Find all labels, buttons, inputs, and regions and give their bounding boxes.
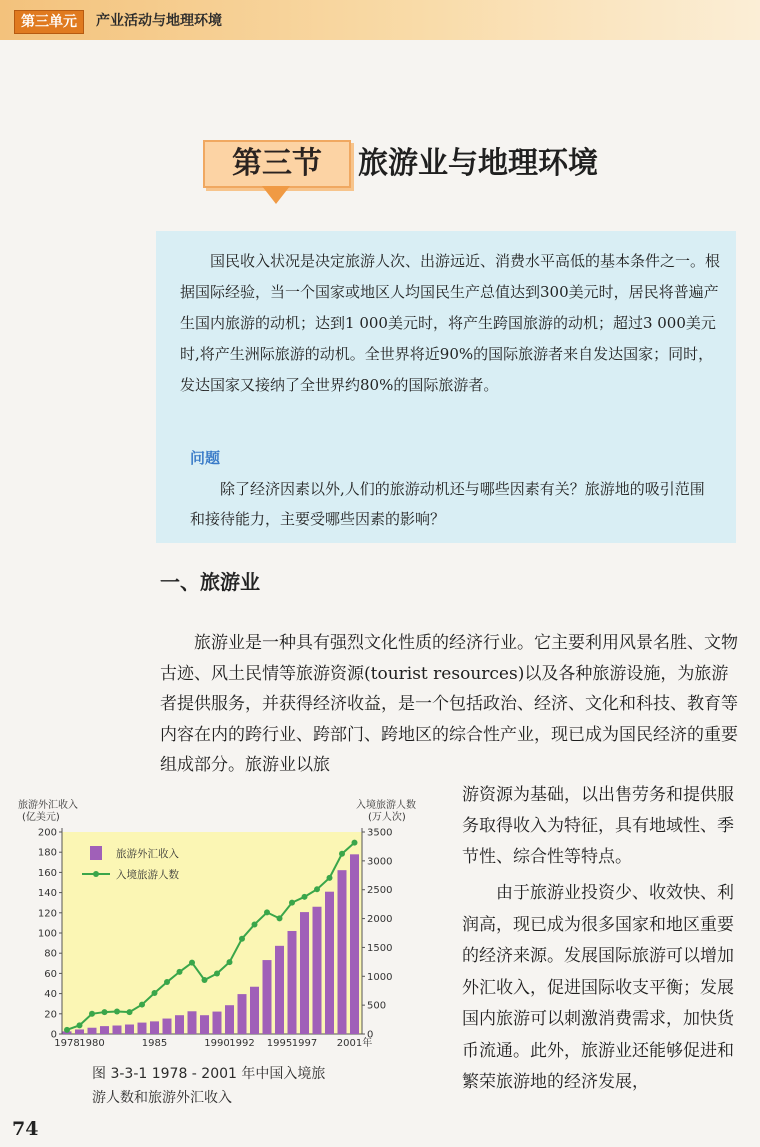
bar-tourism-income (263, 960, 272, 1034)
point-inbound-tourists (264, 909, 270, 915)
unit-title: 产业活动与地理环境 (96, 13, 222, 29)
left-tick-label: 160 (37, 867, 57, 879)
bar-tourism-income (138, 1023, 147, 1034)
left-axis-label: 旅游外汇收入 (18, 800, 78, 811)
section-number-box (203, 140, 351, 188)
page-number: 74 (12, 1118, 39, 1140)
left-axis-unit: (亿美元) (22, 812, 60, 823)
left-tick-label: 140 (37, 888, 57, 900)
bar-tourism-income (225, 1005, 234, 1034)
bar-tourism-income (300, 912, 309, 1034)
bar-tourism-income (238, 994, 247, 1034)
right-tick-label: 3000 (367, 856, 393, 868)
point-inbound-tourists (227, 959, 233, 965)
bar-tourism-income (313, 907, 322, 1034)
x-tick-label: 1995 (266, 1038, 293, 1049)
left-tick-label: 80 (44, 948, 57, 960)
question-label: 问题 (190, 449, 221, 467)
right-tick-label: 3500 (367, 827, 393, 839)
bar-tourism-income (200, 1015, 209, 1034)
left-tick-label: 120 (37, 908, 57, 920)
right-tick-label: 1000 (367, 971, 393, 983)
legend-label-tourists: 入境旅游人数 (116, 869, 179, 881)
heading-tourism: 一、旅游业 (160, 570, 260, 594)
figure-caption: 图 3-3-1 1978 - 2001 年中国入境旅游人数和旅游外汇收入 (92, 1066, 326, 1106)
bar-tourism-income (175, 1015, 184, 1034)
bar-tourism-income (75, 1029, 84, 1034)
x-tick-label: 1980 (79, 1038, 105, 1049)
paragraph-3: 由于旅游业投资少、收效快、利润高，现已成为很多国家和地区重要的经济来源。发展国际旅游可以增加外汇收入，促进国际收支平衡；发展国内旅游可以刺激消费需求，加快货币流通。此外，旅游业还能够促进和繁荣旅游地的经济发展， (462, 883, 734, 1092)
point-inbound-tourists (314, 886, 320, 892)
bar-tourism-income (325, 892, 334, 1034)
right-axis-unit: (万人次) (368, 812, 406, 823)
right-axis-label: 入境旅游人数 (356, 800, 416, 811)
point-inbound-tourists (102, 1009, 108, 1015)
x-tick-label: 1997 (291, 1038, 318, 1049)
left-tick-label: 40 (44, 989, 57, 1001)
point-inbound-tourists (214, 971, 220, 977)
bar-tourism-income (213, 1012, 222, 1034)
point-inbound-tourists (339, 851, 345, 857)
point-inbound-tourists (289, 900, 295, 906)
point-inbound-tourists (302, 894, 308, 900)
bar-tourism-income (275, 946, 284, 1034)
point-inbound-tourists (114, 1008, 120, 1014)
point-inbound-tourists (239, 936, 245, 942)
bar-tourism-income (88, 1028, 97, 1034)
left-tick-label: 0 (50, 1029, 57, 1041)
bar-tourism-income (113, 1026, 122, 1034)
legend-marker-tourists (93, 871, 99, 877)
bar-tourism-income (250, 987, 259, 1034)
point-inbound-tourists (89, 1011, 95, 1017)
x-tick-label: 1992 (229, 1038, 255, 1049)
paragraph-2: 游资源为基础，以出售劳务和提供服务取得收入为特征，具有地域性、季节性、综合性等特点。 (462, 785, 734, 867)
right-tick-label: 1500 (367, 942, 393, 954)
legend-label-income: 旅游外汇收入 (116, 848, 179, 860)
right-tick-label: 500 (367, 1000, 387, 1012)
right-tick-label: 0 (367, 1029, 374, 1041)
bar-tourism-income (338, 870, 347, 1034)
bar-tourism-income (288, 931, 297, 1034)
section-title: 旅游业与地理环境 (358, 146, 598, 181)
left-tick-label: 60 (44, 968, 57, 980)
section-arrow-icon (262, 186, 290, 204)
left-tick-label: 180 (37, 847, 57, 859)
point-inbound-tourists (189, 960, 195, 966)
point-inbound-tourists (177, 969, 183, 975)
left-tick-label: 20 (44, 1009, 57, 1021)
bar-tourism-income (350, 854, 359, 1034)
legend-swatch-income (90, 846, 102, 860)
right-tick-label: 2500 (367, 885, 393, 897)
x-tick-label: 1978 (54, 1038, 80, 1049)
paragraph-1: 旅游业是一种具有强烈文化性质的经济行业。它主要利用风景名胜、文物古迹、风土民情等旅游资源(tourist resources)以及各种旅游设施，为旅游者提供服务，并获得经济收益，是一个包括政治、经济、文化和科技、教育等内容在内的跨行业、跨部门、跨地区的综合性产业，现已成为国民经济的重要组成部分。旅游业以旅 (160, 633, 738, 775)
intro-text: 国民收入状况是决定旅游人次、出游远近、消费水平高低的基本条件之一。根据国际经验，当一个国家或地区人均国民生产总值达到300美元时，居民将普遍产生国内旅游的动机；达到1 000美元时，将产生跨国旅游的动机；超过3 000美元时,将产生洲际旅游的动机。全世界将近90%的国际旅游者来自发达国家；同时，发达国家又接纳了全世界约80%的国际旅游者。 (180, 252, 721, 394)
point-inbound-tourists (352, 840, 358, 846)
bar-tourism-income (163, 1019, 172, 1034)
point-inbound-tourists (327, 875, 333, 881)
header-bar (0, 0, 760, 40)
left-tick-label: 100 (37, 928, 57, 940)
tourism-chart (18, 798, 418, 1058)
bar-tourism-income (100, 1026, 109, 1034)
right-tick-label: 2000 (367, 914, 393, 926)
unit-tab: 第三单元 (14, 10, 84, 34)
point-inbound-tourists (277, 915, 283, 921)
point-inbound-tourists (139, 1002, 145, 1008)
bar-tourism-income (188, 1011, 197, 1034)
point-inbound-tourists (164, 979, 170, 985)
point-inbound-tourists (64, 1027, 70, 1033)
point-inbound-tourists (252, 921, 258, 927)
point-inbound-tourists (127, 1009, 133, 1015)
left-tick-label: 200 (37, 827, 57, 839)
point-inbound-tourists (152, 990, 158, 996)
x-tick-label: 1990 (204, 1038, 230, 1049)
section-number: 第三节 (232, 146, 322, 181)
question-text: 除了经济因素以外,人们的旅游动机还与哪些因素有关？旅游地的吸引范围和接待能力，主要受哪些因素的影响？ (190, 480, 705, 528)
x-tick-label: 1985 (141, 1038, 168, 1049)
bar-tourism-income (125, 1025, 134, 1034)
point-inbound-tourists (202, 977, 208, 983)
point-inbound-tourists (77, 1022, 83, 1028)
x-tick-label: 2001年 (336, 1038, 373, 1049)
bar-tourism-income (150, 1021, 159, 1034)
